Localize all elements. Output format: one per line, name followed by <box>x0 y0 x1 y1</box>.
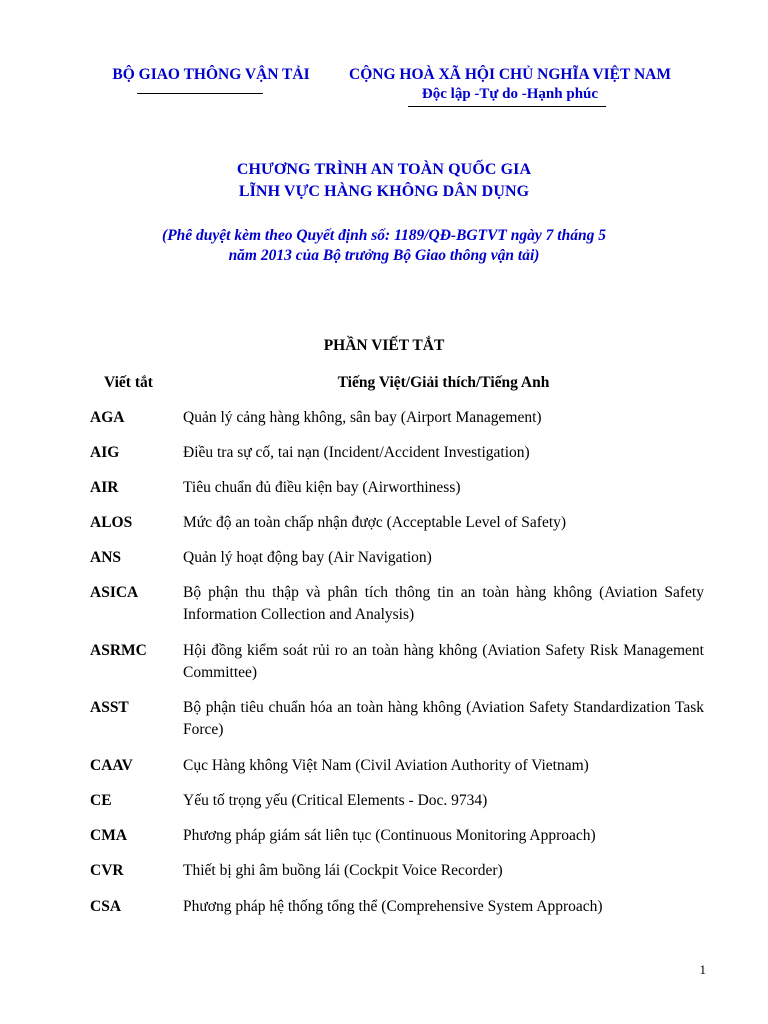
row-description: Phương pháp giám sát liên tục (Continuous Monitoring Approach) <box>183 827 596 844</box>
row-abbreviation: CVR <box>90 862 124 879</box>
page-number: 1 <box>699 962 706 977</box>
row-description: Hội đồng kiểm soát rủi ro an toàn hàng không (Aviation Safety Risk Management Committee) <box>183 642 704 681</box>
row-abbreviation: CSA <box>90 898 122 915</box>
approval-note-line-2: năm 2013 của Bộ trưởng Bộ Giao thông vận tải) <box>228 247 540 264</box>
row-description: Mức độ an toàn chấp nhận được (Acceptable Level of Safety) <box>183 514 567 531</box>
motto-underline <box>408 106 606 107</box>
row-abbreviation: ANS <box>90 549 122 566</box>
row-abbreviation: CE <box>90 792 112 809</box>
column-header-abbreviation: Viết tắt <box>104 374 153 391</box>
row-abbreviation: AGA <box>90 409 125 426</box>
row-description: Phương pháp hệ thống tổng thể (Comprehensive System Approach) <box>183 898 603 915</box>
national-title: CỘNG HOÀ XÃ HỘI CHỦ NGHĨA VIỆT NAM <box>349 66 671 83</box>
document-title-line-1: CHƯƠNG TRÌNH AN TOÀN QUỐC GIA <box>236 161 532 178</box>
row-description: Quản lý cảng hàng không, sân bay (Airport Management) <box>183 409 542 426</box>
row-abbreviation: ASRMC <box>90 642 147 659</box>
row-abbreviation: CMA <box>90 827 128 844</box>
document-title-line-2: LĨNH VỰC HÀNG KHÔNG DÂN DỤNG <box>238 183 530 200</box>
row-description: Yếu tố trọng yếu (Critical Elements - Doc. 9734) <box>183 792 488 809</box>
row-abbreviation: CAAV <box>90 757 133 774</box>
issuing-ministry: BỘ GIAO THÔNG VẬN TẢI <box>112 66 310 83</box>
row-description: Bộ phận tiêu chuẩn hóa an toàn hàng không (Aviation Safety Standardization Task Force) <box>183 699 704 738</box>
row-description: Tiêu chuẩn đủ điều kiện bay (Airworthiness) <box>183 479 461 496</box>
row-description: Cục Hàng không Việt Nam (Civil Aviation Authority of Vietnam) <box>183 757 589 774</box>
row-description: Bộ phận thu thập và phân tích thông tin an toàn hàng không (Aviation Safety Information Collection and Analysis) <box>183 584 704 623</box>
column-header-description: Tiếng Việt/Giải thích/Tiếng Anh <box>337 374 550 391</box>
row-abbreviation: ASST <box>90 699 129 716</box>
approval-note-line-1: (Phê duyệt kèm theo Quyết định số: 1189/QĐ-BGTVT ngày 7 tháng 5 <box>162 227 606 244</box>
abbreviations-section-title: PHẦN VIẾT TẮT <box>323 337 445 354</box>
row-abbreviation: AIG <box>90 444 120 461</box>
row-description: Thiết bị ghi âm buồng lái (Cockpit Voice Recorder) <box>183 862 503 879</box>
row-description: Quản lý hoạt động bay (Air Navigation) <box>183 549 432 566</box>
row-abbreviation: ALOS <box>90 514 133 531</box>
row-abbreviation: AIR <box>90 479 119 496</box>
ministry-underline <box>137 93 263 94</box>
national-motto: Độc lập -Tự do -Hạnh phúc <box>421 86 599 102</box>
row-description: Điều tra sự cố, tai nạn (Incident/Accident Investigation) <box>183 444 530 461</box>
row-abbreviation: ASICA <box>90 584 139 601</box>
